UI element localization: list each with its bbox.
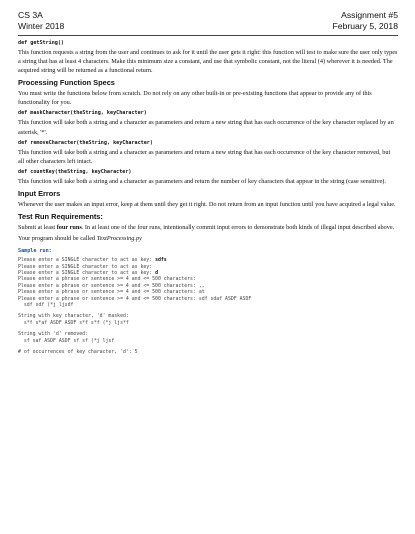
testrun-description: [18, 223, 398, 232]
mask-description: This function will take both a string and a character as parameters and return a new string that has each occurrence of the key character replaced by an asterisk, '*'.: [18, 119, 394, 136]
program-name-line: [18, 234, 398, 243]
console-line: String with 'd' removed:: [18, 331, 88, 338]
program-filename: TextProcessing.py: [96, 235, 142, 243]
console-line: Please enter a phrase or sentence >= 4 and <= 500 characters: at: [18, 289, 205, 296]
getstring-signature: def getString(): [18, 40, 65, 46]
testrun-heading: Test Run Requirements:: [18, 212, 103, 222]
testrun-post: . In at least one of the four runs, intentionally commit input errors to demonstrate both kinds of illegal input described above.: [81, 224, 395, 232]
program-pre: Your program should be called: [18, 235, 97, 243]
remove-description: This function will take both a string and a character as parameters and return a new string that has each occurrence of the key character removed, but all other characters left intact.: [18, 148, 391, 165]
errors-description: Whenever the user makes an input error, keep at them until they get it right. Do not return from an input function until you have acquired a legal value.: [18, 200, 396, 208]
processing-description: You must write the functions below from scratch. Do not rely on any other built-in or pre-existing functions that appear to provide any of this functionality for you.: [18, 90, 372, 107]
sample-run-label: Sample run:: [18, 248, 52, 255]
sample-run-output: [18, 257, 398, 355]
getstring-description: This function requests a string from the user and continues to ask for it until the user gets it right: this function will test to make sure the user only types a string that has at least 4 characters. Make this minimum size a constant, and use that symbolic constant, not the literal (4) wherever it is needed. The acquired string will be returned as a functional return.: [18, 49, 398, 75]
console-line: String with key character, 'd' masked:: [18, 313, 129, 320]
assignment-page: [18, 10, 398, 356]
remove-signature: def removeCharacter(theString, keyCharacter): [18, 139, 153, 146]
console-line: Please enter a phrase or sentence >= 4 and <= 500 characters: ,,: [18, 282, 205, 289]
assignment-title: Assignment #5: [341, 10, 398, 20]
assignment-date: February 5, 2018: [332, 21, 398, 31]
console-line: Please enter a SINGLE character to act as key: d: [18, 270, 158, 277]
header-divider: [18, 35, 398, 36]
mask-signature: def maskCharacter(theString, keyCharacter): [18, 110, 147, 117]
console-line: # of occurrences of key character, 'd': 5: [18, 349, 138, 356]
header-left: [18, 10, 64, 32]
errors-heading: Input Errors: [18, 188, 61, 198]
header-right: [333, 10, 398, 32]
console-line: Please enter a SINGLE character to act as key: sdfs: [18, 257, 167, 264]
testrun-pre: Submit at least: [18, 224, 57, 232]
console-line: Please enter a phrase or sentence >= 4 and <= 500 characters: sdf sdaf ASDF ASDF: [18, 295, 252, 302]
count-description: This function will take both a string and a character as parameters and return the number of key characters that appear in the string (case sensitive).: [18, 177, 386, 185]
page-header: [18, 10, 398, 32]
console-line: s*f s*af ASDF ASDF s*f s*f (*j ljs*f: [23, 319, 129, 326]
count-signature: def countKey(theString, keyCharacter): [18, 168, 132, 175]
console-line: Please enter a SINGLE character to act as key:: [18, 263, 156, 270]
processing-heading: Processing Function Specs: [18, 78, 115, 88]
console-line: sf saf ASDF ASDF sf sf (*j ljsf: [23, 337, 115, 344]
console-line: sdf sdf (*j ljsdf: [23, 302, 74, 309]
console-line: Please enter a phrase or sentence >= 4 and <= 500 characters:: [18, 276, 199, 283]
course-name: CS 3A: [18, 10, 43, 20]
testrun-bold: four runs: [56, 224, 82, 232]
term: Winter 2018: [18, 21, 65, 31]
